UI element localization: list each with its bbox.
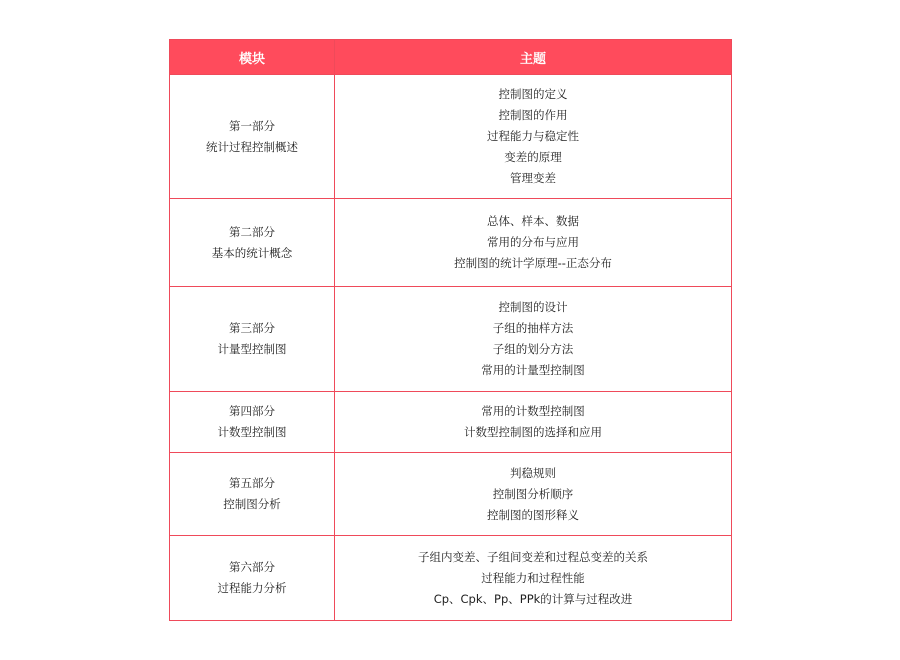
header-row [170, 40, 732, 75]
module-part: 第二部分 [229, 224, 275, 239]
topic-cell [335, 199, 732, 287]
module-name: 计数型控制图 [217, 425, 287, 439]
table-row [170, 75, 732, 199]
module-name: 基本的统计概念 [211, 245, 293, 260]
module-cell [170, 75, 335, 199]
topic-cell [335, 75, 732, 199]
module-part: 第五部分 [229, 476, 275, 490]
topic-cell [335, 287, 732, 392]
module-part: 第四部分 [229, 404, 275, 418]
table-body [170, 75, 732, 621]
topic-item: 常用的计数型控制图 [481, 404, 585, 418]
module-cell [170, 536, 335, 621]
module-column-header: 模块 [170, 40, 335, 75]
module-part: 第一部分 [229, 118, 275, 133]
table-row [170, 287, 732, 392]
topic-item: 控制图的图形释义 [487, 507, 579, 522]
module-cell [170, 287, 335, 392]
course-outline-table [169, 39, 732, 621]
module-part: 第三部分 [229, 321, 275, 335]
topic-item: 过程能力和过程性能 [481, 570, 585, 585]
module-cell [170, 453, 335, 536]
topic-item: 过程能力与稳定性 [487, 129, 579, 143]
table-row [170, 536, 732, 621]
topic-item: 子组内变差、子组间变差和过程总变差的关系 [418, 549, 648, 564]
topic-item: 控制图的设计 [498, 300, 568, 314]
topic-item: 控制图的作用 [498, 108, 568, 122]
topic-column-header: 主题 [335, 40, 732, 75]
module-name: 统计过程控制概述 [206, 139, 298, 154]
topic-item: 控制图的定义 [498, 87, 568, 101]
module-name: 过程能力分析 [217, 581, 287, 595]
topic-cell [335, 453, 732, 536]
topic-item: 控制图分析顺序 [492, 486, 574, 501]
table-row [170, 199, 732, 287]
topic-item: 管理变差 [510, 171, 556, 185]
module-name: 计量型控制图 [217, 342, 287, 356]
topic-cell [335, 536, 732, 621]
topic-item: 子组的划分方法 [492, 342, 574, 356]
table-row [170, 453, 732, 536]
topic-item: 常用的分布与应用 [487, 235, 579, 249]
topic-item: Cp、Cpk、Pp、PPk的计算与过程改进 [433, 591, 633, 606]
topic-item: 总体、样本、数据 [487, 214, 579, 228]
topic-item: 计数型控制图的选择和应用 [464, 425, 602, 439]
module-name: 控制图分析 [223, 497, 281, 511]
topic-item: 子组的抽样方法 [492, 321, 574, 335]
module-cell [170, 199, 335, 287]
table-row [170, 392, 732, 453]
module-cell [170, 392, 335, 453]
topic-item: 常用的计量型控制图 [481, 363, 585, 377]
topic-item: 判稳规则 [510, 465, 556, 480]
topic-cell [335, 392, 732, 453]
topic-item: 控制图的统计学原理--正态分布 [454, 256, 612, 270]
topic-item: 变差的原理 [504, 150, 562, 164]
table-header [170, 40, 732, 75]
module-part: 第六部分 [229, 560, 275, 574]
